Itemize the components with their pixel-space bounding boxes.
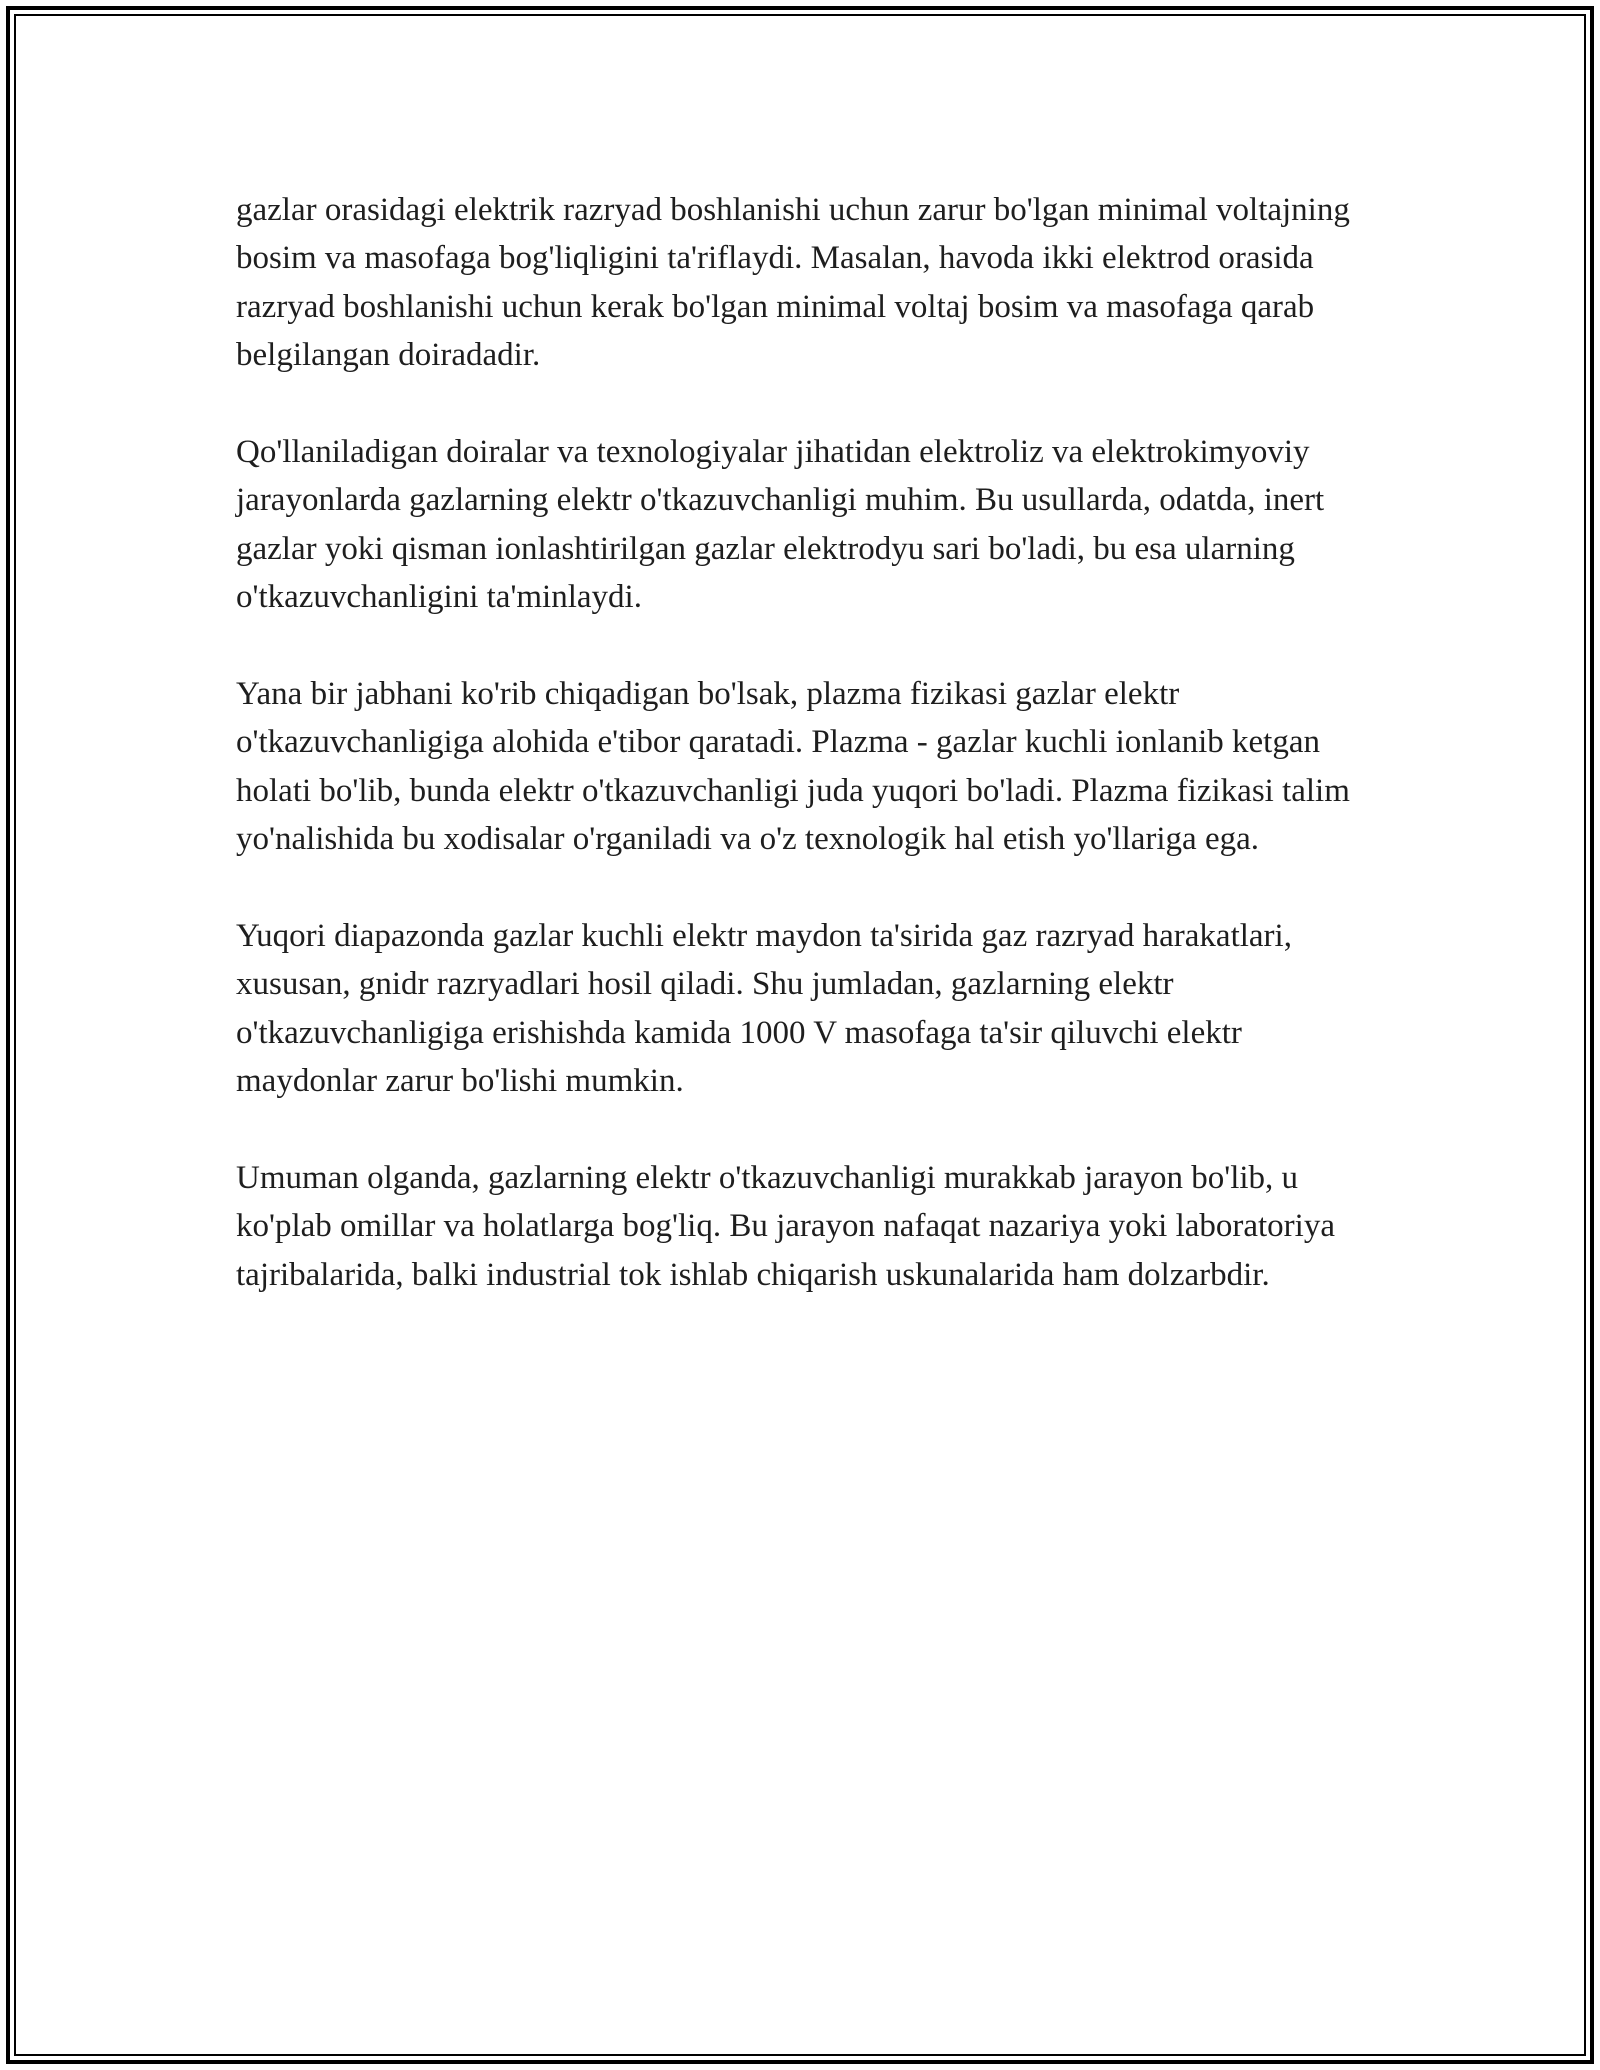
paragraph: Yana bir jabhani ko'rib chiqadigan bo'lsak, plazma fizikasi gazlar elektr o'tkazuvchanligiga alohida e'tibor qaratadi. Plazma - gazlar kuchli ionlanib ketgan holati bo'lib, bunda elektr o'tkazuvchanligi juda yuqori bo'ladi. Plazma fizikasi talim yo'nalishida bu xodisalar o'rganiladi va o'z texnologik hal etish yo'llariga ega. xyxy=(236,676,1350,858)
paragraph: Qo'llaniladigan doiralar va texnologiyalar jihatidan elektroliz va elektrokimyoviy jarayonlarda gazlarning elektr o'tkazuvchanligi muhim. Bu usullarda, odatda, inert gazlar yoki qisman ionlashtirilgan gazlar elektrodyu sari bo'ladi, bu esa ularning o'tkazuvchanligini ta'minlaydi. xyxy=(236,434,1325,616)
document-body xyxy=(236,186,1376,1348)
paragraph: gazlar orasidagi elektrik razryad boshlanishi uchun zarur bo'lgan minimal voltajning bosim va masofaga bog'liqligini ta'riflaydi. Masalan, havoda ikki elektrod orasida razryad boshlanishi uchun kerak bo'lgan minimal voltaj bosim va masofaga qarab belgilangan doiradadir. xyxy=(236,192,1350,374)
paragraph: Yuqori diapazonda gazlar kuchli elektr maydon ta'sirida gaz razryad harakatlari, xususan, gnidr razryadlari hosil qiladi. Shu jumladan, gazlarning elektr o'tkazuvchanligiga erishishda kamida 1000 V masofaga ta'sir qiluvchi elektr maydonlar zarur bo'lishi mumkin. xyxy=(236,918,1292,1100)
paragraph: Umuman olganda, gazlarning elektr o'tkazuvchanligi murakkab jarayon bo'lib, u ko'plab omillar va holatlarga bog'liq. Bu jarayon nafaqat nazariya yoki laboratoriya tajribalarida, balki industrial tok ishlab chiqarish uskunalarida ham dolzarbdir. xyxy=(236,1160,1335,1293)
